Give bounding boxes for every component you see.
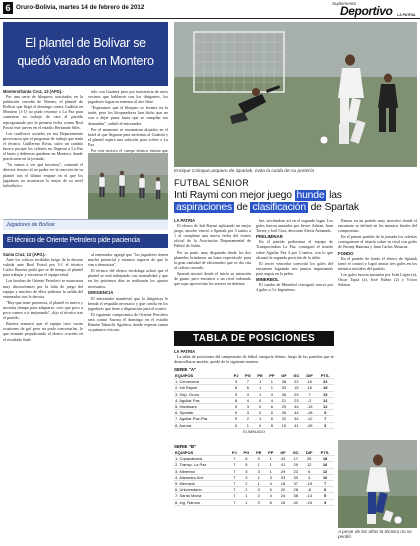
inti-c3-p2: En el primer partido de la jornada los celestes consiguieron el triunfo sobre su rival con goles de Jhonny Bautista y Juan Carlos Almaraz. bbox=[338, 234, 417, 250]
bolivar-headline-line2: quedó varado en Montero bbox=[17, 54, 154, 68]
serie-a-stat-cell: 36 bbox=[278, 391, 290, 397]
oriente-c2-p4: El siguiente compromiso de Oriente Petrolero será contra Aurora el domingo en el estadio Ramón Tahuichi Aguilera, donde esperan sumar su primera victoria. bbox=[88, 312, 168, 333]
serie-b-stat-cell: 5 bbox=[316, 493, 334, 499]
serie-a-col-header: DIF bbox=[303, 373, 317, 379]
serie-a-stat-cell: 33 bbox=[278, 385, 290, 391]
serie-b-team-name: 1. Copacabana bbox=[174, 456, 229, 462]
oriente-p3: "Hay que tener paciencia, el plantel es nuevo y necesita tiempo para adaptarse, creo que poco a poco vamos a ir mejorando", dijo el técnico tras el partido. bbox=[3, 299, 83, 321]
serie-b-stat-cell: 3 bbox=[240, 474, 253, 480]
serie-a-col-header: PP bbox=[266, 373, 278, 379]
serie-a-stat-cell: 38 bbox=[278, 379, 290, 385]
serie-b-stat-cell: 23 bbox=[289, 468, 302, 474]
inti-c2-p4: El cuadro de Minerbol consiguió vencer por 4 goles a 3 a Ingenieros. bbox=[256, 282, 333, 293]
inti-headline-part1: Inti Raymi con mejor juego bbox=[174, 190, 292, 201]
oriente-dateline: Santa Cruz, 13 (APG).- bbox=[3, 252, 47, 257]
serie-a-stat-cell: 1 bbox=[266, 385, 278, 391]
serie-a-stat-cell: 18 bbox=[303, 385, 317, 391]
serie-b-stat-cell: 18 bbox=[316, 456, 334, 462]
bolivar-photo-caption-bar bbox=[3, 219, 168, 230]
serie-a-col-header: PG bbox=[242, 373, 255, 379]
serie-a-stat-cell: 41 bbox=[290, 422, 303, 428]
serie-b-stat-cell: 1 bbox=[253, 481, 265, 487]
serie-b-stat-cell: 7 bbox=[316, 481, 334, 487]
serie-a-stat-cell: 15 bbox=[290, 385, 303, 391]
serie-b-stat-cell: 12 bbox=[302, 462, 316, 468]
serie-a-stat-cell: 4 bbox=[242, 397, 255, 403]
serie-a-stat-cell: -18 bbox=[303, 410, 317, 416]
serie-a-stat-cell: 15 bbox=[278, 422, 290, 428]
serie-b-stat-cell: 5 bbox=[265, 487, 277, 493]
inti-article-col2 bbox=[256, 218, 333, 328]
serie-b-stat-cell: 2 bbox=[240, 487, 253, 493]
serie-b-stat-cell: 24 bbox=[277, 493, 289, 499]
serie-b-table-row bbox=[174, 499, 334, 505]
serie-b-stat-cell: 5 bbox=[240, 462, 253, 468]
standings-banner bbox=[174, 331, 334, 346]
dateline: Oruro-Bolivia, martes 14 de febrero de 2012 bbox=[16, 4, 145, 11]
serie-b-stat-cell: 7 bbox=[229, 468, 240, 474]
inti-headline-hl2: aspiraciones bbox=[176, 202, 232, 213]
bolivar-dateline: Montero/Santa Cruz, 13 (APG).- bbox=[3, 89, 64, 94]
serie-b-stat-cell: 41 bbox=[277, 462, 289, 468]
serie-b-stat-cell: 12 bbox=[316, 468, 334, 474]
serie-a-stat-cell: -12 bbox=[303, 416, 317, 422]
serie-a-stat-cell: 44 bbox=[290, 404, 303, 410]
serie-b-stat-cell: -24 bbox=[302, 499, 316, 505]
serie-b-stat-cell: 7 bbox=[229, 493, 240, 499]
inti-c3-h1: FONDO bbox=[338, 250, 354, 256]
serie-a-team-name: 6. Spartak bbox=[174, 410, 231, 416]
supplement-label: Suplemento bbox=[332, 1, 357, 6]
serie-b-stat-cell: 7 bbox=[229, 462, 240, 468]
serie-a-stat-cell: 44 bbox=[290, 410, 303, 416]
serie-a-team-name: 3. Dep. Oruro bbox=[174, 391, 231, 397]
serie-b-stat-cell: 30 bbox=[289, 474, 302, 480]
serie-b-stat-cell: 6 bbox=[240, 456, 253, 462]
bolivar-headline-box bbox=[3, 22, 168, 86]
serie-a-stat-cell: 1 bbox=[254, 416, 266, 422]
serie-a-col-header: PJ bbox=[231, 373, 242, 379]
serie-b-stat-cell: 17 bbox=[289, 456, 302, 462]
bolivar-article-col2 bbox=[88, 89, 168, 154]
bolivar-c2-p2: "Esperamos que el bloqueo se levante en la tarde, pero los bloqueadores han dicho que no van a dejar pasar hasta que se cumplan sus demandas", señaló el entrenador. bbox=[88, 105, 168, 126]
oriente-c2-p1: al entrenador agregó que "los jugadores tienen mucho potencial y estamos seguros de que lo van a demostrar". bbox=[88, 252, 168, 268]
serie-b-stat-cell: 20 bbox=[277, 487, 289, 493]
futsal-photo-image bbox=[174, 22, 417, 167]
oriente-p1: Ante los críticas recibidas luego de la derrota sufrida ante Real Potosí por 3-1 el técnico Carlos Barrera pidió que se dé tiempo al plantel para trabajar y encontrar el equipo ideal. bbox=[3, 257, 83, 278]
serie-a-team-name: 4. Aguilar Paz bbox=[174, 397, 231, 403]
serie-b-col-header: GF bbox=[277, 450, 289, 456]
serie-a-stat-cell: 29 bbox=[290, 391, 303, 397]
serie-b-stat-cell: 28 bbox=[289, 487, 302, 493]
serie-b-stat-cell: 10 bbox=[316, 474, 334, 480]
serie-b-col-header: PE bbox=[253, 450, 265, 456]
serie-a-stat-cell: 3 bbox=[242, 404, 255, 410]
serie-b-stat-cell: 0 bbox=[253, 499, 265, 505]
inti-headline bbox=[174, 190, 417, 214]
serie-b-stat-cell: 29 bbox=[277, 468, 289, 474]
inti-c3-p4: Los goles fueron anotados por Iván López (a), Oscar Tapia (a), José Núñez (2) y Víctor Salazar. bbox=[338, 271, 417, 288]
inti-source: LA PATRIA bbox=[174, 218, 196, 223]
serie-b-col-header: PJ bbox=[229, 450, 240, 456]
serie-b-stat-cell: 1 bbox=[265, 456, 277, 462]
oriente-article-col1 bbox=[3, 252, 83, 542]
serie-a-stat-cell: 22 bbox=[278, 416, 290, 422]
serie-a-team-name: 2. Inti Raymi bbox=[174, 385, 231, 391]
inti-headline-line1 bbox=[174, 190, 417, 202]
oriente-c2-p3: El entrenador manifestó que la dirigencia le brinda el respaldo necesario y que confía en los jugadores que tiene a disposición para el torneo. bbox=[88, 295, 168, 311]
serie-b-stat-cell: 43 bbox=[277, 456, 289, 462]
serie-a-stat-cell: 9 bbox=[231, 379, 242, 385]
serie-a-stat-cell: 13 bbox=[316, 391, 334, 397]
serie-a-stat-cell: 0 bbox=[254, 397, 266, 403]
oriente-c2-p2: El técnico del elenco verdolaga aclaró que el plantel se está trabajando con normalidad y que en los próximos días se realizarán los ajustes necesarios. bbox=[88, 268, 168, 289]
serie-a-stat-cell: 1 bbox=[254, 391, 266, 397]
serie-b-stat-cell: -8 bbox=[302, 487, 316, 493]
bolivar-photo-caption: Jugadores de Bolívar bbox=[6, 222, 56, 228]
serie-b-col-header: DIF bbox=[302, 450, 316, 456]
serie-b-stat-cell: 1 bbox=[265, 462, 277, 468]
inti-headline-part3: de bbox=[236, 202, 248, 213]
serie-a-stat-cell: 6 bbox=[266, 410, 278, 416]
serie-b-table-wrap bbox=[174, 450, 334, 506]
serie-a-label: SERIE "A" bbox=[174, 367, 197, 372]
serie-a-team-name: 8. Aurora bbox=[174, 422, 231, 428]
inti-c1-p2: Por su parte, muy disputado desde los dos planteles brindaron un buen espectáculo para la gran cantidad de aficionados que se dio cita al coliseo cerrado. bbox=[174, 249, 251, 270]
inti-headline-hl1: hunde bbox=[296, 190, 325, 201]
serie-b-stat-cell: 0 bbox=[253, 487, 265, 493]
serie-b-team-name: 4. Alizandro Ant. bbox=[174, 474, 229, 480]
serie-a-stat-cell: 26 bbox=[278, 410, 290, 416]
serie-a-stat-cell: 34 bbox=[290, 416, 303, 422]
serie-a-stat-cell: 12 bbox=[316, 404, 334, 410]
veteran-photo-image bbox=[338, 440, 417, 528]
inti-c3-p3: En el partido de fondo el elenco de Spartak tomó el control y logró anotar tres goles en los minutos iniciales del partido. bbox=[338, 255, 417, 271]
serie-b-table bbox=[174, 450, 334, 506]
inti-c1-p1: El elenco de Inti Raymi aplicando un mejor juego, anoche venció a Spartak por 3 tantos a 1 al completar una nueva fecha del torneo oficial de la Asociación Departamental de Fútbol de Salón. bbox=[174, 223, 251, 249]
serie-b-col-header: PG bbox=[240, 450, 253, 456]
inti-c2-h1: PRELIMINAR bbox=[256, 234, 283, 240]
bolivar-c2-p3: Por el momento se encuentran alojados en el hotel al que llegaron para enfrentar al Guabirá y el plantel espera una solución para volver a La Paz. bbox=[88, 126, 168, 147]
serie-b-team-name: 2. Transp. La Paz bbox=[174, 462, 229, 468]
serie-b-stat-cell: 1 bbox=[265, 468, 277, 474]
serie-b-team-name: 6. Universitario bbox=[174, 487, 229, 493]
oriente-p4: Barrera remarcó que el equipo tuvo varias ocasiones de gol pero no pudo concretarlas, lo que terminó perjudicando al elenco cruceño en el resultado final. bbox=[3, 321, 83, 342]
bolivar-p3: "Ya vamos a ver qué hacemos", comentó el director técnico al no poder ver la reacción de su plantel tras el último empate en el que los jugadores no mostraron lo mejor de su nivel futbolístico. bbox=[3, 162, 83, 188]
oriente-headline-box bbox=[3, 234, 168, 248]
serie-a-col-header: GC bbox=[290, 373, 303, 379]
serie-a-stat-cell: 8 bbox=[231, 385, 242, 391]
serie-b-stat-cell: 4 bbox=[265, 493, 277, 499]
standings-source: LA PATRIA bbox=[174, 349, 196, 354]
serie-a-table bbox=[174, 373, 334, 429]
standings-intro-text: La tabla de posiciones del campeonato de fútbol categoría Sénior, luego de los partidos que se desarrollaron anoche, quedó de la siguiente manera. bbox=[174, 354, 334, 365]
serie-a-stat-cell: 16 bbox=[303, 379, 317, 385]
bolivar-p2: Los conflictos sociales en esa Departamento provocaron que el programa de trabajo que tenía el técnico, Guillermo Rivas, sufra un cambio brusco porque los celestes no llegaron a La Paz el lunes y debieron quedarse en Montero, donde practicaron en la jornada. bbox=[3, 130, 83, 162]
serie-b-stat-cell: 16 bbox=[277, 499, 289, 505]
serie-a-col-header: PE bbox=[254, 373, 266, 379]
serie-b-stat-cell: 6 bbox=[265, 499, 277, 505]
inti-headline-part4: de Spartak bbox=[310, 202, 359, 213]
serie-b-stat-cell: 1 bbox=[240, 493, 253, 499]
serie-b-stat-cell: 16 bbox=[316, 462, 334, 468]
serie-a-team-name: 7. Aguilar Paz-Pta. bbox=[174, 416, 231, 422]
bolivar-c2-p1: tido con Guabirá pero por insistencia de unos vecinos que hablaron con los dirigentes, los jugadores lograron entrenar al aire libre. bbox=[88, 89, 168, 105]
serie-a-stat-cell: 1 bbox=[254, 385, 266, 391]
serie-a-stat-cell: 12 bbox=[316, 397, 334, 403]
serie-b-stat-cell: 1 bbox=[240, 499, 253, 505]
serie-a-stat-cell: 1 bbox=[254, 379, 266, 385]
veteran-player-photo bbox=[338, 440, 417, 528]
serie-b-stat-cell: -19 bbox=[302, 481, 316, 487]
bolivar-article-col1 bbox=[3, 89, 83, 215]
serie-a-team-name: 1. Cerveceria bbox=[174, 379, 231, 385]
serie-a-stat-cell: 9 bbox=[231, 416, 242, 422]
serie-a-stat-cell: 9 bbox=[231, 404, 242, 410]
serie-a-col-header: GF bbox=[278, 373, 290, 379]
serie-a-stat-cell: 8 bbox=[266, 422, 278, 428]
serie-a-stat-cell: 19 bbox=[316, 385, 334, 391]
oriente-p2: Los hinchas de Oriente Petrolero se mostraron muy disconformes por la falta de juego del equipo y muchos de ellos pidieron la salida del entrenador tras la derrota. bbox=[3, 278, 83, 299]
serie-b-stat-cell: 6 bbox=[302, 468, 316, 474]
serie-a-stat-cell: 3 bbox=[242, 410, 255, 416]
serie-a-stat-cell: 3 bbox=[316, 422, 334, 428]
serie-a-stat-cell: 6 bbox=[266, 404, 278, 410]
serie-a-col-header: PTS. bbox=[316, 373, 334, 379]
serie-a-stat-cell: 22 bbox=[290, 379, 303, 385]
inti-c3-p1: Ramos en un partido muy atractivo donde el encuentro se definió en los minutos finales del compromiso. bbox=[338, 218, 417, 234]
standings-intro bbox=[174, 349, 334, 365]
serie-b-stat-cell: 33 bbox=[277, 474, 289, 480]
inti-headline-line2 bbox=[174, 202, 417, 214]
bolivar-p1: Por una serie de bloqueos suscitados en la población cruceña de Warnes, el plantel de Bolívar que llegó el domingo contra Guabirá en Montero (1-1) no pudo retornar a La Paz para comenzar su trabajo de cara al partido reprogramado por la primera fecha contra Real Potosí este jueves en el estadio Hernando Siles. bbox=[3, 94, 83, 130]
inti-article-col3 bbox=[338, 218, 417, 436]
serie-b-stat-cell: 7 bbox=[229, 499, 240, 505]
futsal-main-photo bbox=[174, 22, 417, 167]
futsal-kicker: FUTBAL SÉNIOR bbox=[174, 178, 250, 188]
serie-b-team-name: 7. Santa María bbox=[174, 493, 229, 499]
serie-a-stat-cell: 9 bbox=[231, 422, 242, 428]
serie-a-stat-cell: 8 bbox=[231, 397, 242, 403]
serie-b-stat-cell: 7 bbox=[229, 456, 240, 462]
serie-a-stat-cell: 0 bbox=[254, 410, 266, 416]
page-header bbox=[0, 0, 420, 19]
oriente-headline: El técnico de Oriente Petrolero pide paciencia bbox=[7, 237, 140, 244]
eliminado-label: ELIMINADO bbox=[242, 429, 265, 435]
oriente-subhead: DIRIGENCIA bbox=[88, 289, 114, 295]
inti-headline-part2: las bbox=[329, 190, 342, 201]
serie-a-stat-cell: 21 bbox=[278, 397, 290, 403]
serie-a-stat-cell: -2 bbox=[303, 397, 317, 403]
serie-a-stat-cell: 9 bbox=[231, 410, 242, 416]
bolivar-c2-p4: Por este motivo el cuerpo técnico estima que bbox=[91, 148, 168, 154]
serie-b-stat-cell: 3 bbox=[265, 474, 277, 480]
serie-a-stat-cell: 0 bbox=[254, 404, 266, 410]
serie-b-team-name: 3. Minerbol bbox=[174, 468, 229, 474]
page-number: 6 bbox=[3, 2, 13, 14]
serie-a-stat-cell: 1 bbox=[266, 379, 278, 385]
futsal-photo-caption: Enrique Coloque,arquero de Spartak, evita la caída de su portería bbox=[174, 169, 314, 174]
inti-c2-p1: bre, terciándose así en el segundo lugar. Los goles fueron anotados por Javier Adrian, Juan Torrez y Joel Cruz, descontó Alexis Armando. bbox=[256, 218, 333, 234]
oriente-article-col2 bbox=[88, 252, 168, 542]
serie-a-stat-cell: 7 bbox=[303, 391, 317, 397]
serie-b-stat-cell: 3 bbox=[316, 499, 334, 505]
standings-banner-title: TABLA DE POSICIONES bbox=[192, 333, 316, 344]
serie-a-stat-cell: 4 bbox=[266, 397, 278, 403]
serie-a-stat-cell: -15 bbox=[303, 404, 317, 410]
serie-b-col-header: EQUIPOS bbox=[174, 450, 229, 456]
serie-b-stat-cell: 6 bbox=[316, 487, 334, 493]
serie-a-team-name: 5. Hardware bbox=[174, 404, 231, 410]
serie-b-stat-cell: 1 bbox=[253, 462, 265, 468]
serie-a-table-row bbox=[174, 422, 334, 428]
serie-a-col-header: EQUIPOS bbox=[174, 373, 231, 379]
serie-a-stat-cell: 1 bbox=[242, 422, 255, 428]
serie-a-tbody bbox=[174, 379, 334, 429]
serie-b-stat-cell: 7 bbox=[229, 474, 240, 480]
serie-b-team-name: 8. Ing. Ramos bbox=[174, 499, 229, 505]
section-sub: LA PATRIA bbox=[397, 13, 416, 17]
inti-c1-p3: Spartak mostró desde el inicio su intención de ganar, pero encontró a un rival ordenado que supo aprovechar los errores en defensa. bbox=[174, 270, 251, 287]
serie-b-stat-cell: 3 bbox=[253, 468, 265, 474]
serie-b-col-header: GC bbox=[289, 450, 302, 456]
serie-b-stat-cell: 18 bbox=[277, 481, 289, 487]
serie-b-stat-cell: 4 bbox=[265, 481, 277, 487]
serie-a-stat-cell: -26 bbox=[303, 422, 317, 428]
serie-b-stat-cell: 38 bbox=[289, 493, 302, 499]
serie-a-stat-cell: 29 bbox=[278, 404, 290, 410]
serie-b-team-name: 5. Mercado bbox=[174, 481, 229, 487]
section-brand: Deportivo bbox=[340, 4, 393, 18]
serie-b-stat-cell: 29 bbox=[289, 462, 302, 468]
serie-b-stat-cell: 40 bbox=[289, 499, 302, 505]
inti-headline-hl3: clasificación bbox=[252, 202, 306, 213]
bolivar-photo-image bbox=[88, 153, 168, 219]
serie-a-stat-cell: 6 bbox=[242, 385, 255, 391]
inti-c2-p2: En el partido preliminar el equipo de Transportadora La Paz, consiguió el triunfo sobre Aguilar Paz 4 por 3 tantos, con lo que alcanzó la segunda posición de la tabla. bbox=[256, 239, 333, 260]
serie-b-stat-cell: 37 bbox=[289, 481, 302, 487]
inti-c2-h2: MINERBOL bbox=[256, 277, 279, 283]
bolivar-headline-line1: El plantel de Bolívar se bbox=[25, 36, 146, 50]
serie-b-stat-cell: 2 bbox=[240, 481, 253, 487]
serie-a-stat-cell: 4 bbox=[266, 391, 278, 397]
serie-b-stat-cell: -14 bbox=[302, 493, 316, 499]
serie-a-stat-cell: 22 bbox=[316, 379, 334, 385]
serie-b-stat-cell: 1 bbox=[253, 474, 265, 480]
serie-a-stat-cell: 9 bbox=[316, 410, 334, 416]
serie-b-col-header: PP bbox=[265, 450, 277, 456]
serie-a-stat-cell: 7 bbox=[316, 416, 334, 422]
serie-b-stat-cell: 7 bbox=[229, 481, 240, 487]
serie-b-stat-cell: 2 bbox=[253, 493, 265, 499]
veteran-photo-caption: A pesar de los años la técnica no se perdió bbox=[338, 529, 412, 540]
serie-a-stat-cell: 0 bbox=[254, 422, 266, 428]
serie-b-col-header: PTS. bbox=[316, 450, 334, 456]
serie-a-stat-cell: 2 bbox=[242, 416, 255, 422]
serie-b-stat-cell: 3 bbox=[302, 474, 316, 480]
serie-b-stat-cell: 3 bbox=[240, 468, 253, 474]
inti-c2-p3: El tercer vencedor convirtió los goles del encuentro logrando tres puntos importantes para seguir en la pelea. bbox=[256, 260, 333, 276]
serie-a-stat-cell: 6 bbox=[266, 416, 278, 422]
serie-a-stat-cell: 7 bbox=[242, 379, 255, 385]
serie-b-stat-cell: 0 bbox=[253, 456, 265, 462]
serie-b-stat-cell: 7 bbox=[229, 487, 240, 493]
serie-b-stat-cell: 26 bbox=[302, 456, 316, 462]
serie-a-stat-cell: 9 bbox=[231, 391, 242, 397]
inti-article-col1 bbox=[174, 218, 251, 328]
serie-b-tbody bbox=[174, 456, 334, 506]
serie-a-stat-cell: 23 bbox=[290, 397, 303, 403]
serie-a-table-wrap bbox=[174, 373, 334, 434]
bolivar-players-photo bbox=[88, 153, 168, 219]
serie-b-label: SERIE "B" bbox=[174, 444, 197, 449]
serie-a-stat-cell: 4 bbox=[242, 391, 255, 397]
